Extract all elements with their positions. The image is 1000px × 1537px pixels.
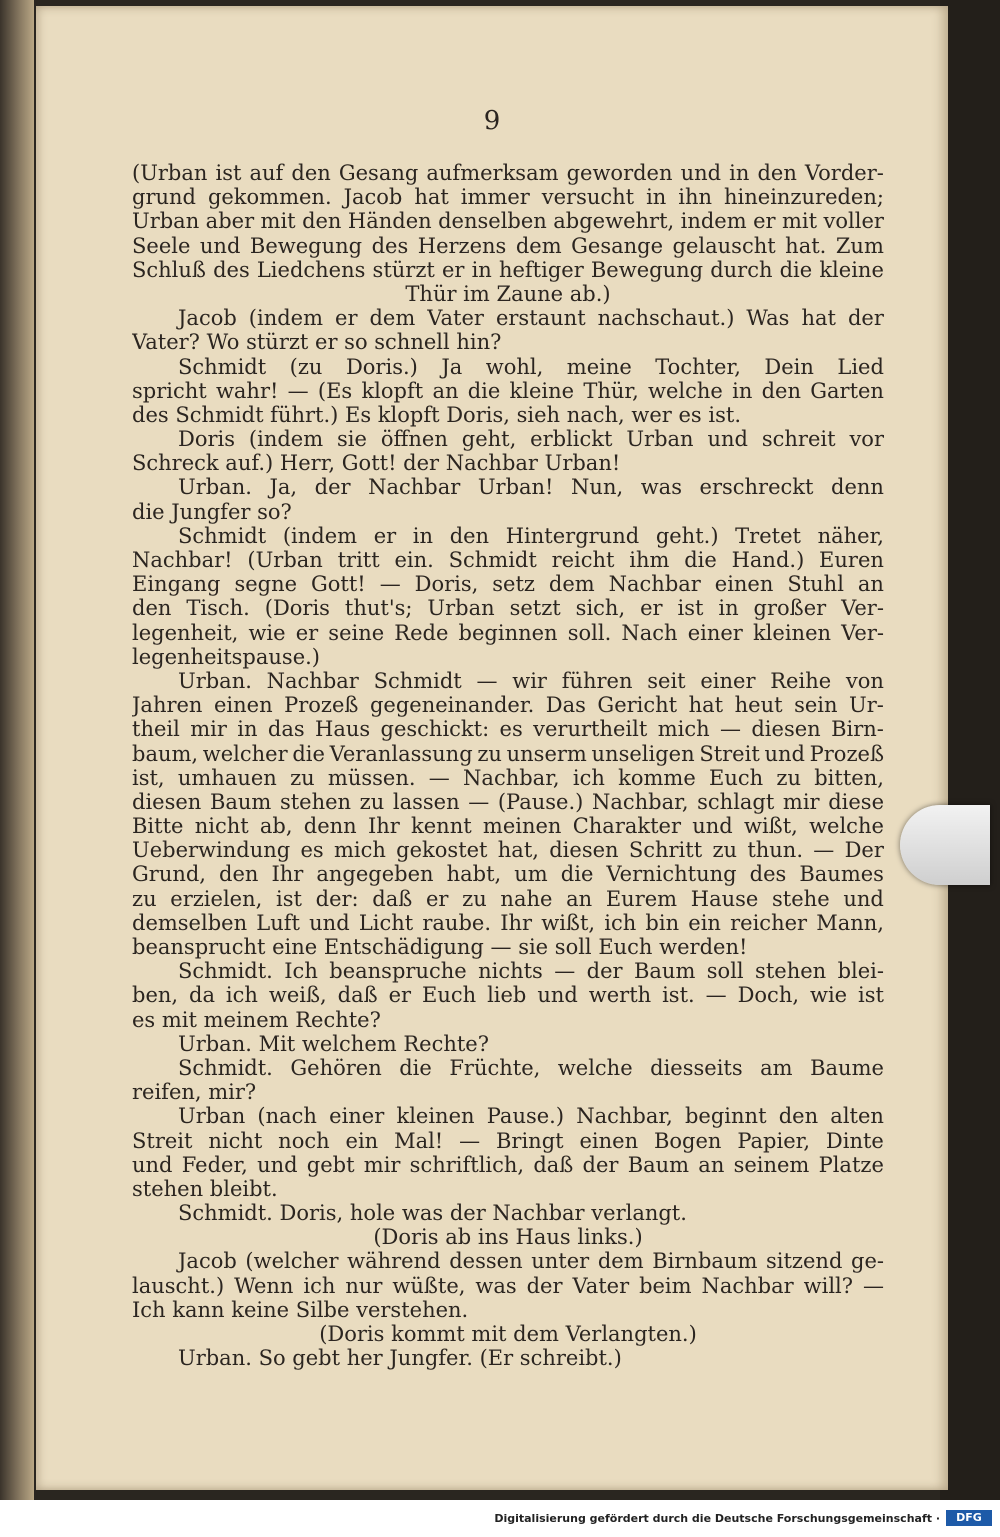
- text-line: zu erzielen, ist der: daß er zu nahe an Eurem Hause stehe und: [132, 886, 884, 911]
- text-line: lauscht.) Wenn ich nur wüßte, was der Vater beim Nachbar will? —: [132, 1273, 884, 1298]
- text-line: (Doris ab ins Haus links.): [373, 1225, 643, 1250]
- text-line: Vater? Wo stürzt er so schnell hin?: [132, 330, 502, 355]
- text-line: ist, umhauen zu müssen. — Nachbar, ich komme Euch zu bitten,: [132, 765, 884, 790]
- text-line: Schmidt. Gehören die Früchte, welche diesseits am Baume: [178, 1055, 884, 1080]
- text-line: Schmidt. Doris, hole was der Nachbar verlangt.: [178, 1201, 687, 1226]
- text-line: Doris (indem sie öffnen geht, erblickt Urban und schreit vor: [178, 427, 884, 452]
- text-line: die Jungfer so?: [132, 499, 292, 524]
- book-page: [36, 6, 948, 1490]
- text-line: Streit nicht noch ein Mal! — Bringt einen Bogen Papier, Dinte: [132, 1128, 884, 1153]
- dfg-logo-icon: DFG: [946, 1510, 992, 1526]
- text-line: legenheitspause.): [132, 644, 320, 669]
- scan-background: [940, 0, 1000, 1500]
- text-line: Bitte nicht ab, denn Ihr kennt meinen Charakter und wißt, welche: [132, 814, 884, 839]
- text-line: spricht wahr! — (Es klopft an die kleine Thür, welche in den Garten: [132, 378, 884, 403]
- book-spine-edge: [0, 0, 34, 1537]
- text-line: ben, da ich weiß, daß er Euch lieb und werth ist. — Doch, wie ist: [132, 983, 884, 1008]
- text-line: Ueberwindung es mich gekostet hat, diesen Schritt zu thun. — Der: [132, 838, 884, 863]
- text-line: (Doris kommt mit dem Verlangten.): [319, 1322, 697, 1346]
- funding-note: Digitalisierung gefördert durch die Deutsche Forschungsgemeinschaft ·: [494, 1512, 940, 1525]
- text-line: des Schmidt führt.) Es klopft Doris, sieh nach, wer es ist.: [132, 402, 741, 427]
- text-line: Nachbar! (Urban tritt ein. Schmidt reicht ihm die Hand.) Euren: [132, 548, 884, 572]
- text-line: grund gekommen. Jacob hat immer versucht in ihn hineinzureden;: [132, 185, 884, 210]
- text-line: legenheit, wie er seine Rede beginnen soll. Nach einer kleinen Ver-: [132, 620, 884, 645]
- text-line: Jacob (welcher während dessen unter dem Birnbaum sitzend ge-: [178, 1249, 884, 1274]
- text-line: Eingang segne Gott! — Doris, setz dem Nachbar einen Stuhl an: [132, 572, 884, 597]
- text-line: Urban aber mit den Händen denselben abgewehrt, indem er mit voller: [132, 209, 884, 234]
- text-line: Urban. Mit welchem Rechte?: [178, 1031, 489, 1056]
- text-line: Urban. Nachbar Schmidt — wir führen seit einer Reihe von: [178, 668, 884, 693]
- text-line: Seele und Bewegung des Herzens dem Gesange gelauscht hat. Zum: [132, 233, 884, 258]
- text-line: baum, welcher die Veranlassung zu unserm unseligen Streit und Prozeß: [132, 741, 884, 766]
- text-line: Schmidt (indem er in den Hintergrund geht.) Tretet näher,: [178, 523, 884, 548]
- text-line: Thür im Zaune ab.): [405, 281, 611, 306]
- text-line: Ich kann keine Silbe verstehen.: [132, 1297, 469, 1322]
- text-line: theil mir in das Haus geschickt: es verurtheilt mich — diesen Birn-: [132, 717, 884, 742]
- text-line: Urban. So gebt her Jungfer. (Er schreibt.): [178, 1346, 622, 1371]
- page-marker-tab: [900, 805, 990, 885]
- text-line: stehen bleibt.: [132, 1176, 278, 1201]
- text-line: und Feder, und gebt mir schriftlich, daß der Baum an seinem Platze: [132, 1152, 884, 1177]
- text-line: Schmidt. Ich beanspruche nichts — der Baum soll stehen blei-: [178, 959, 884, 984]
- text-line: (Urban ist auf den Gesang aufmerksam geworden und in den Vorder-: [132, 161, 884, 185]
- text-line: den Tisch. (Doris thut's; Urban setzt sich, er ist in großer Ver-: [132, 596, 884, 621]
- text-line: Jahren einen Prozeß gegeneinander. Das Gericht hat heut sein Ur-: [132, 693, 884, 718]
- text-body: [132, 161, 884, 1370]
- footer-bar: [0, 1500, 1000, 1537]
- text-line: Grund, den Ihr angegeben habt, um die Vernichtung des Baumes: [132, 862, 884, 887]
- text-line: reifen, mir?: [132, 1080, 257, 1105]
- text-line: Schreck auf.) Herr, Gott! der Nachbar Urban!: [132, 451, 621, 476]
- text-line: beansprucht eine Entschädigung — sie soll Euch werden!: [132, 935, 748, 959]
- text-line: demselben Luft und Licht raube. Ihr wißt, ich bin ein reicher Mann,: [132, 910, 884, 935]
- text-line: Jacob (indem er dem Vater erstaunt nachschaut.) Was hat der: [178, 306, 884, 331]
- text-line: Schmidt (zu Doris.) Ja wohl, meine Tochter, Dein Lied: [178, 354, 884, 379]
- text-line: Urban (nach einer kleinen Pause.) Nachbar, beginnt den alten: [178, 1104, 884, 1129]
- text-line: Schluß des Liedchens stürzt er in heftiger Bewegung durch die kleine: [132, 257, 884, 282]
- page-number: 9: [483, 106, 501, 136]
- text-line: diesen Baum stehen zu lassen — (Pause.) Nachbar, schlagt mir diese: [132, 789, 884, 814]
- text-line: Urban. Ja, der Nachbar Urban! Nun, was erschreckt denn: [178, 475, 884, 500]
- text-line: es mit meinem Rechte?: [132, 1007, 381, 1032]
